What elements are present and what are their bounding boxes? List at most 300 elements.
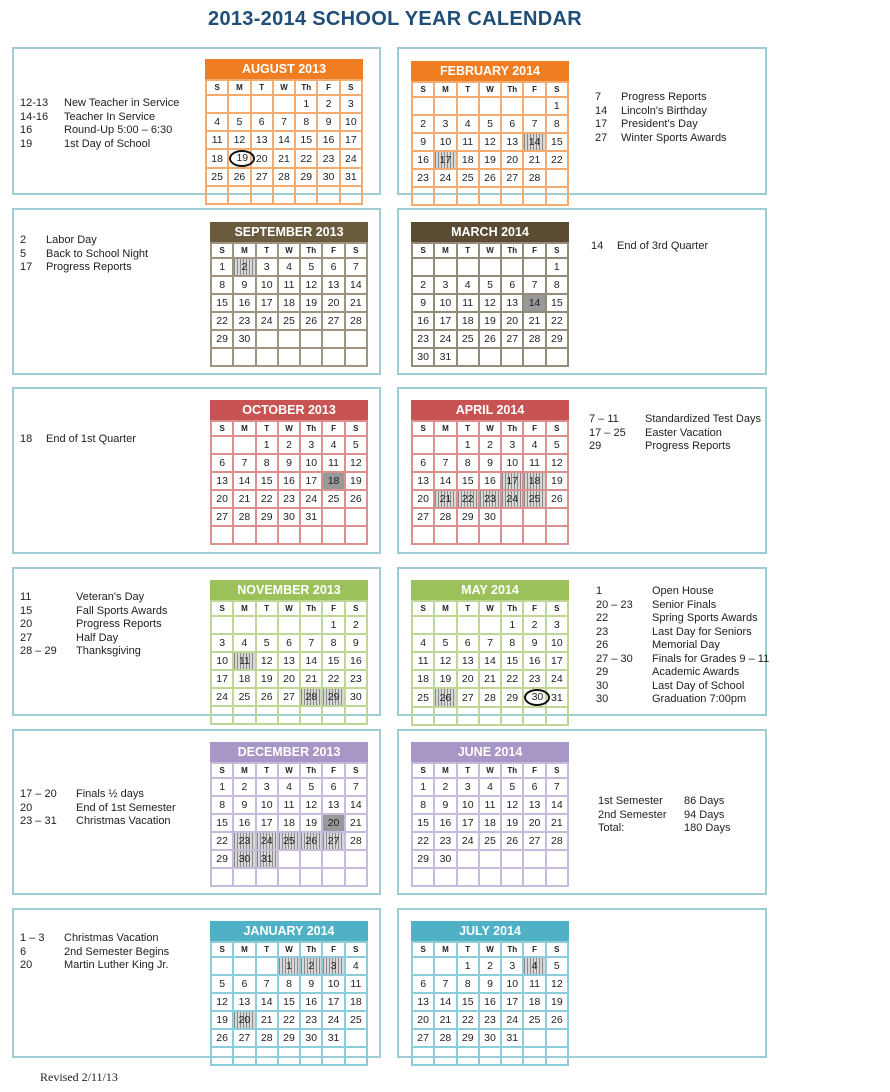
day-cell: 6 xyxy=(211,454,233,472)
day-cell: 23 xyxy=(233,312,255,330)
empty-cell xyxy=(434,616,456,634)
event-text: Half Day xyxy=(76,631,119,644)
weekday-header: F xyxy=(322,601,344,616)
empty-cell xyxy=(300,850,322,868)
day-cell: 15 xyxy=(322,652,344,670)
event-date: 29 xyxy=(589,440,602,452)
weekday-header: M xyxy=(434,243,456,258)
day-cell: 26 xyxy=(501,832,523,850)
event-item xyxy=(20,645,168,659)
empty-cell xyxy=(322,330,344,348)
empty-cell xyxy=(256,1047,278,1065)
day-cell: 19 xyxy=(300,294,322,312)
day-cell: 17 xyxy=(501,472,523,490)
day-cell: 31 xyxy=(434,348,456,366)
day-cell: 1 xyxy=(546,258,568,276)
event-date: 27 – 30 xyxy=(596,652,633,665)
weekday-header: T xyxy=(256,243,278,258)
day-cell: 1 xyxy=(211,778,233,796)
weekday-header: S xyxy=(412,942,434,957)
empty-cell xyxy=(412,868,434,886)
weekday-header: Th xyxy=(300,942,322,957)
event-item xyxy=(596,639,769,653)
empty-cell xyxy=(211,868,233,886)
empty-cell xyxy=(501,868,523,886)
weekday-header: S xyxy=(211,942,233,957)
day-cell: 11 xyxy=(457,133,479,151)
day-cell: 8 xyxy=(501,634,523,652)
event-date: 22 xyxy=(596,612,609,624)
day-cell: 19 xyxy=(345,472,367,490)
day-cell: 10 xyxy=(434,294,456,312)
day-cell: 12 xyxy=(501,796,523,814)
day-cell: 17 xyxy=(457,814,479,832)
weekday-header: T xyxy=(457,601,479,616)
event-text: Christmas Vacation xyxy=(76,815,171,827)
day-cell: 1 xyxy=(501,616,523,634)
day-cell: 18 xyxy=(233,670,255,688)
day-cell: 1 xyxy=(457,957,479,975)
day-cell: 17 xyxy=(256,814,278,832)
panel-september xyxy=(12,208,381,375)
month-grid xyxy=(210,762,368,887)
events-october xyxy=(20,433,136,447)
empty-cell xyxy=(206,186,228,204)
empty-cell xyxy=(523,348,545,366)
empty-cell xyxy=(278,616,300,634)
day-cell: 29 xyxy=(256,508,278,526)
empty-cell xyxy=(457,97,479,115)
day-cell: 6 xyxy=(501,115,523,133)
day-cell: 27 xyxy=(412,1029,434,1047)
event-date: 12-13 xyxy=(20,97,49,109)
empty-cell xyxy=(457,187,479,205)
day-cell: 12 xyxy=(479,133,501,151)
day-cell: 12 xyxy=(546,454,568,472)
day-cell: 17 xyxy=(322,993,344,1011)
empty-cell xyxy=(251,95,273,113)
empty-cell xyxy=(434,526,456,544)
day-cell: 15 xyxy=(546,294,568,312)
empty-cell xyxy=(479,850,501,868)
day-cell: 5 xyxy=(479,115,501,133)
day-cell: 17 xyxy=(300,472,322,490)
day-cell: 16 xyxy=(479,993,501,1011)
empty-cell xyxy=(523,526,545,544)
empty-cell xyxy=(300,330,322,348)
event-text: Winter Sports Awards xyxy=(621,131,727,144)
day-cell: 20 xyxy=(233,1011,255,1029)
empty-cell xyxy=(546,707,568,725)
empty-cell xyxy=(211,436,233,454)
day-cell: 30 xyxy=(412,348,434,366)
day-cell: 26 xyxy=(479,169,501,187)
weekday-header: M xyxy=(434,601,456,616)
month-title: JULY 2014 xyxy=(411,921,569,941)
day-cell: 22 xyxy=(295,149,317,168)
day-cell: 12 xyxy=(300,276,322,294)
day-cell: 30 xyxy=(479,508,501,526)
day-cell: 20 xyxy=(501,151,523,169)
events-january xyxy=(20,932,169,973)
day-cell: 22 xyxy=(501,670,523,688)
day-cell: 2 xyxy=(412,115,434,133)
event-text: Progress Reports xyxy=(621,91,707,103)
day-cell: 13 xyxy=(251,131,273,149)
day-cell: 23 xyxy=(345,670,367,688)
day-cell: 13 xyxy=(412,472,434,490)
event-date: 23 – 31 xyxy=(20,815,57,827)
empty-cell xyxy=(300,868,322,886)
day-cell: 1 xyxy=(457,436,479,454)
weekday-header: W xyxy=(278,601,300,616)
day-cell: 17 xyxy=(434,151,456,169)
day-cell: 9 xyxy=(233,276,255,294)
empty-cell xyxy=(233,436,255,454)
day-cell: 3 xyxy=(340,95,362,113)
day-cell: 18 xyxy=(278,294,300,312)
empty-cell xyxy=(546,526,568,544)
day-cell: 28 xyxy=(434,508,456,526)
day-cell: 29 xyxy=(211,330,233,348)
weekday-header: S xyxy=(211,763,233,778)
day-cell: 14 xyxy=(479,652,501,670)
event-item xyxy=(20,124,179,138)
day-cell: 4 xyxy=(278,258,300,276)
empty-cell xyxy=(501,187,523,205)
event-item xyxy=(598,809,730,823)
day-cell: 9 xyxy=(233,796,255,814)
day-cell: 29 xyxy=(546,330,568,348)
empty-cell xyxy=(256,616,278,634)
month-grid xyxy=(411,242,569,367)
day-cell: 11 xyxy=(412,652,434,670)
day-cell: 30 xyxy=(233,850,255,868)
empty-cell xyxy=(501,258,523,276)
day-cell: 26 xyxy=(228,168,250,186)
empty-cell xyxy=(233,706,255,724)
day-cell: 30 xyxy=(434,850,456,868)
event-date: 27 xyxy=(595,131,608,144)
event-date: 17 xyxy=(20,261,33,273)
event-text: New Teacher in Service xyxy=(64,97,180,109)
day-cell: 28 xyxy=(523,169,545,187)
event-item xyxy=(20,111,179,125)
event-text: Teacher In Service xyxy=(64,110,156,123)
empty-cell xyxy=(546,508,568,526)
weekday-header: Th xyxy=(295,80,317,95)
day-cell: 19 xyxy=(211,1011,233,1029)
panel-april xyxy=(397,387,767,554)
day-cell: 21 xyxy=(434,490,456,508)
day-cell: 16 xyxy=(345,652,367,670)
event-item xyxy=(595,91,727,105)
day-cell: 9 xyxy=(317,113,339,131)
day-cell: 24 xyxy=(300,490,322,508)
day-cell: 24 xyxy=(256,832,278,850)
weekday-header: Th xyxy=(300,763,322,778)
empty-cell xyxy=(412,187,434,205)
day-cell: 4 xyxy=(523,957,545,975)
day-cell: 3 xyxy=(546,616,568,634)
day-cell: 24 xyxy=(322,1011,344,1029)
day-cell: 13 xyxy=(211,472,233,490)
day-cell: 12 xyxy=(211,993,233,1011)
weekday-header: S xyxy=(546,421,568,436)
event-item xyxy=(20,138,179,152)
calendar-march xyxy=(411,222,569,367)
event-text: Last Day for Seniors xyxy=(652,625,752,638)
day-cell: 5 xyxy=(546,957,568,975)
day-cell: 5 xyxy=(479,276,501,294)
empty-cell xyxy=(546,348,568,366)
event-date: 20 xyxy=(20,959,33,971)
event-date: 28 – 29 xyxy=(20,645,57,657)
event-text: Easter Vacation xyxy=(645,426,722,439)
event-item xyxy=(20,959,169,973)
day-cell: 11 xyxy=(206,131,228,149)
event-text: President's Day xyxy=(621,118,698,130)
day-cell: 14 xyxy=(273,131,295,149)
day-cell: 8 xyxy=(457,454,479,472)
month-grid xyxy=(205,79,363,205)
day-cell: 10 xyxy=(546,634,568,652)
day-cell: 4 xyxy=(233,634,255,652)
empty-cell xyxy=(479,526,501,544)
day-cell: 13 xyxy=(457,652,479,670)
day-cell: 4 xyxy=(345,957,367,975)
calendar-september xyxy=(210,222,368,367)
day-cell: 31 xyxy=(300,508,322,526)
day-cell: 7 xyxy=(546,778,568,796)
day-cell: 18 xyxy=(345,993,367,1011)
weekday-header: W xyxy=(278,763,300,778)
day-cell: 19 xyxy=(434,670,456,688)
day-cell: 19 xyxy=(300,814,322,832)
weekday-header: M xyxy=(434,82,456,97)
day-cell: 29 xyxy=(295,168,317,186)
day-cell: 2 xyxy=(479,957,501,975)
day-cell: 31 xyxy=(546,688,568,707)
empty-cell xyxy=(233,616,255,634)
day-cell: 16 xyxy=(523,652,545,670)
event-date: 20 xyxy=(20,801,33,814)
day-cell: 25 xyxy=(457,169,479,187)
event-item xyxy=(596,585,769,599)
event-item xyxy=(595,132,727,146)
weekday-header: M xyxy=(233,942,255,957)
day-cell: 18 xyxy=(523,472,545,490)
day-cell: 27 xyxy=(501,169,523,187)
day-cell: 14 xyxy=(546,796,568,814)
day-cell: 27 xyxy=(457,688,479,707)
weekday-header: S xyxy=(340,80,362,95)
day-cell: 22 xyxy=(546,312,568,330)
event-date: 20 – 23 xyxy=(596,598,633,611)
day-cell: 18 xyxy=(322,472,344,490)
day-cell: 17 xyxy=(546,652,568,670)
event-item xyxy=(595,105,727,119)
day-cell: 20 xyxy=(412,490,434,508)
day-cell: 27 xyxy=(523,832,545,850)
day-cell: 28 xyxy=(479,688,501,707)
empty-cell xyxy=(228,186,250,204)
day-cell: 13 xyxy=(501,133,523,151)
day-cell: 3 xyxy=(256,258,278,276)
weekday-header: W xyxy=(273,80,295,95)
day-cell: 9 xyxy=(479,975,501,993)
event-text: Christmas Vacation xyxy=(64,932,159,944)
day-cell: 27 xyxy=(211,508,233,526)
month-grid xyxy=(210,420,368,545)
empty-cell xyxy=(211,616,233,634)
event-text: Thanksgiving xyxy=(76,645,141,657)
day-cell: 9 xyxy=(479,454,501,472)
day-cell: 30 xyxy=(300,1029,322,1047)
event-text: Progress Reports xyxy=(645,440,731,452)
empty-cell xyxy=(412,436,434,454)
weekday-header: F xyxy=(322,243,344,258)
event-text: 86 Days xyxy=(684,795,725,807)
empty-cell xyxy=(479,348,501,366)
day-cell: 8 xyxy=(278,975,300,993)
day-cell: 26 xyxy=(300,832,322,850)
day-cell: 25 xyxy=(206,168,228,186)
day-cell: 7 xyxy=(434,975,456,993)
day-cell: 3 xyxy=(434,115,456,133)
weekday-header: S xyxy=(546,942,568,957)
event-text: Veteran's Day xyxy=(76,591,145,603)
day-cell: 3 xyxy=(322,957,344,975)
day-cell: 12 xyxy=(300,796,322,814)
day-cell: 21 xyxy=(523,312,545,330)
day-cell: 25 xyxy=(457,330,479,348)
day-cell: 28 xyxy=(233,508,255,526)
empty-cell xyxy=(345,508,367,526)
calendar-december xyxy=(210,742,368,887)
month-grid xyxy=(210,242,368,367)
event-item xyxy=(596,693,769,707)
empty-cell xyxy=(322,1047,344,1065)
day-cell: 21 xyxy=(300,670,322,688)
event-date: 20 xyxy=(20,618,33,630)
day-cell: 18 xyxy=(479,814,501,832)
weekday-header: W xyxy=(278,942,300,957)
weekday-header: S xyxy=(412,763,434,778)
day-cell: 22 xyxy=(322,670,344,688)
empty-cell xyxy=(256,526,278,544)
day-cell: 17 xyxy=(340,131,362,149)
weekday-header: Th xyxy=(501,82,523,97)
empty-cell xyxy=(523,1047,545,1065)
day-cell: 27 xyxy=(412,508,434,526)
empty-cell xyxy=(523,97,545,115)
empty-cell xyxy=(278,526,300,544)
day-cell: 7 xyxy=(233,454,255,472)
weekday-header: Th xyxy=(300,243,322,258)
empty-cell xyxy=(295,186,317,204)
day-cell: 8 xyxy=(211,796,233,814)
day-cell: 14 xyxy=(434,993,456,1011)
weekday-header: S xyxy=(412,243,434,258)
day-cell: 13 xyxy=(322,276,344,294)
empty-cell xyxy=(501,508,523,526)
panel-october xyxy=(12,387,381,554)
day-cell: 12 xyxy=(546,975,568,993)
empty-cell xyxy=(345,1029,367,1047)
day-cell: 18 xyxy=(278,814,300,832)
empty-cell xyxy=(523,508,545,526)
day-cell: 24 xyxy=(256,312,278,330)
empty-cell xyxy=(278,706,300,724)
weekday-header: F xyxy=(322,421,344,436)
day-cell: 20 xyxy=(412,1011,434,1029)
weekday-header: T xyxy=(457,243,479,258)
weekday-header: M xyxy=(233,601,255,616)
day-cell: 21 xyxy=(434,1011,456,1029)
page-title: 2013-2014 SCHOOL YEAR CALENDAR xyxy=(208,8,582,30)
day-cell: 31 xyxy=(256,850,278,868)
weekday-header: S xyxy=(206,80,228,95)
empty-cell xyxy=(251,186,273,204)
day-cell: 9 xyxy=(412,133,434,151)
day-cell: 14 xyxy=(523,133,545,151)
event-text: Lincoln's Birthday xyxy=(621,104,707,117)
weekday-header: T xyxy=(251,80,273,95)
empty-cell xyxy=(434,97,456,115)
day-cell: 20 xyxy=(523,814,545,832)
month-title: JUNE 2014 xyxy=(411,742,569,762)
empty-cell xyxy=(278,868,300,886)
day-cell: 5 xyxy=(546,436,568,454)
day-cell: 13 xyxy=(278,652,300,670)
panel-may xyxy=(397,567,770,716)
day-cell: 16 xyxy=(300,993,322,1011)
event-text: Progress Reports xyxy=(76,618,162,630)
event-date: 14 xyxy=(591,240,604,252)
day-cell: 7 xyxy=(523,115,545,133)
day-cell: 25 xyxy=(322,490,344,508)
month-title: AUGUST 2013 xyxy=(205,59,363,79)
month-grid xyxy=(210,941,368,1066)
empty-cell xyxy=(457,348,479,366)
day-cell: 5 xyxy=(345,436,367,454)
day-cell: 14 xyxy=(233,472,255,490)
month-title: APRIL 2014 xyxy=(411,400,569,420)
event-item xyxy=(20,97,179,111)
day-circle: 19 xyxy=(229,150,255,167)
day-cell: 9 xyxy=(412,294,434,312)
month-grid xyxy=(411,600,569,726)
day-cell: 20 xyxy=(322,814,344,832)
month-grid xyxy=(411,81,569,206)
weekday-header: M xyxy=(434,763,456,778)
weekday-header: W xyxy=(479,942,501,957)
events-february xyxy=(595,91,727,145)
empty-cell xyxy=(479,97,501,115)
weekday-header: M xyxy=(434,942,456,957)
day-cell: 29 xyxy=(412,850,434,868)
panel-august xyxy=(12,47,381,195)
calendar-may xyxy=(411,580,569,726)
weekday-header: F xyxy=(322,763,344,778)
day-cell: 24 xyxy=(211,688,233,706)
day-cell: 7 xyxy=(300,634,322,652)
day-cell: 14 xyxy=(256,993,278,1011)
day-cell: 2 xyxy=(233,258,255,276)
day-cell: 25 xyxy=(523,490,545,508)
empty-cell xyxy=(345,526,367,544)
